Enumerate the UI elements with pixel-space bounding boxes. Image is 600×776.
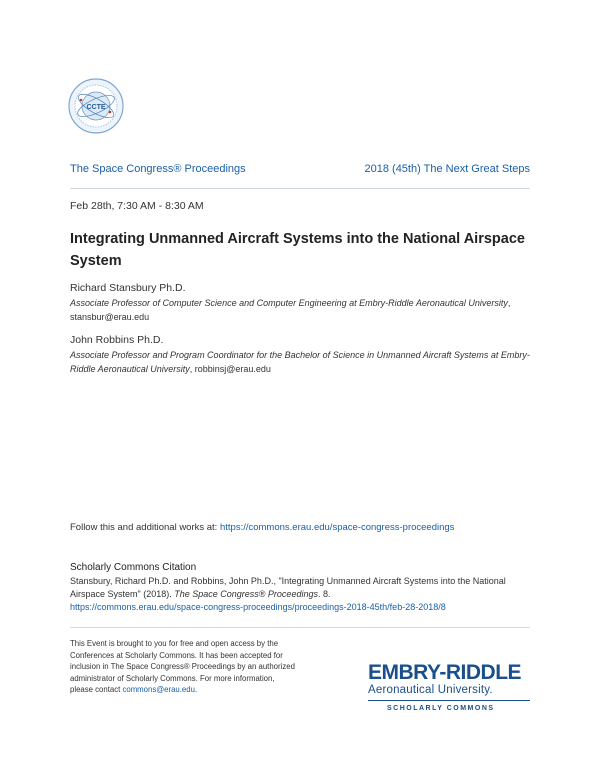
author-name: John Robbins Ph.D. — [70, 334, 164, 346]
author-affiliation: Associate Professor and Program Coordinator for the Bachelor of Science in Unmanned Aircraft Systems at Embry-Riddle Aeronautical University, robbinsj@erau.edu — [70, 350, 530, 374]
contact-email-link[interactable]: commons@erau.edu — [122, 685, 195, 694]
paper-title: Integrating Unmanned Aircraft Systems into the National Airspace System — [70, 231, 525, 269]
access-note-text: This Event is brought to you for free and open access by the Conferences at Scholarly Commons. It has been accepted for inclusion in The Space Congress® Proceedings by an authorized administrator of Scholarly Commons. For more information, please contact — [70, 639, 295, 694]
access-note — [70, 638, 298, 696]
affiliation-text: Associate Professor of Computer Science and Computer Engineering at Embry-Riddle Aeronautical University — [70, 298, 508, 308]
space-congress-seal-logo — [68, 78, 124, 134]
event-date-time: Feb 28th, 7:30 AM - 8:30 AM — [70, 200, 204, 212]
citation-lead: Stansbury, Richard Ph.D. and Robbins, John Ph.D., "Integrating Unmanned Aircraft Systems into the National Airspace System" (2018). — [70, 576, 506, 599]
erau-logo-rule — [368, 700, 530, 701]
citation-link[interactable]: https://commons.erau.edu/space-congress-proceedings/proceedings-2018-45th/feb-28-2018/8 — [70, 602, 446, 612]
author-email[interactable]: robbinsj@erau.edu — [194, 364, 271, 374]
affiliation-text: Associate Professor and Program Coordinator for the Bachelor of Science in Unmanned Aircraft Systems at Embry-Riddle Aeronautical University — [70, 350, 530, 374]
citation-journal: The Space Congress® Proceedings — [174, 589, 318, 599]
author-affiliation: Associate Professor of Computer Science and Computer Engineering at Embry-Riddle Aeronautical University, stansbur@erau.edu — [70, 298, 511, 322]
author-name: Richard Stansbury Ph.D. — [70, 282, 186, 294]
citation-heading: Scholarly Commons Citation — [70, 562, 197, 573]
follow-text: Follow this and additional works at: — [70, 522, 218, 533]
seal-text: CCTE — [86, 104, 106, 111]
author-email[interactable]: stansbur@erau.edu — [70, 312, 150, 322]
header-divider — [70, 188, 530, 189]
follow-line — [70, 522, 454, 533]
erau-tagline: SCHOLARLY COMMONS — [387, 705, 495, 712]
erau-scholarly-commons-logo — [368, 662, 533, 712]
citation-number: . 8. — [317, 589, 331, 599]
erau-name: EMBRY-RIDDLE — [368, 661, 522, 684]
erau-university: Aeronautical University. — [368, 684, 493, 696]
proceedings-link[interactable]: The Space Congress® Proceedings — [70, 163, 246, 175]
collection-link[interactable]: https://commons.erau.edu/space-congress-proceedings — [219, 522, 455, 533]
issue-link[interactable]: 2018 (45th) The Next Great Steps — [364, 163, 530, 175]
footer-divider — [70, 627, 530, 628]
access-note-end: . — [194, 685, 198, 694]
citation-body — [70, 575, 540, 614]
